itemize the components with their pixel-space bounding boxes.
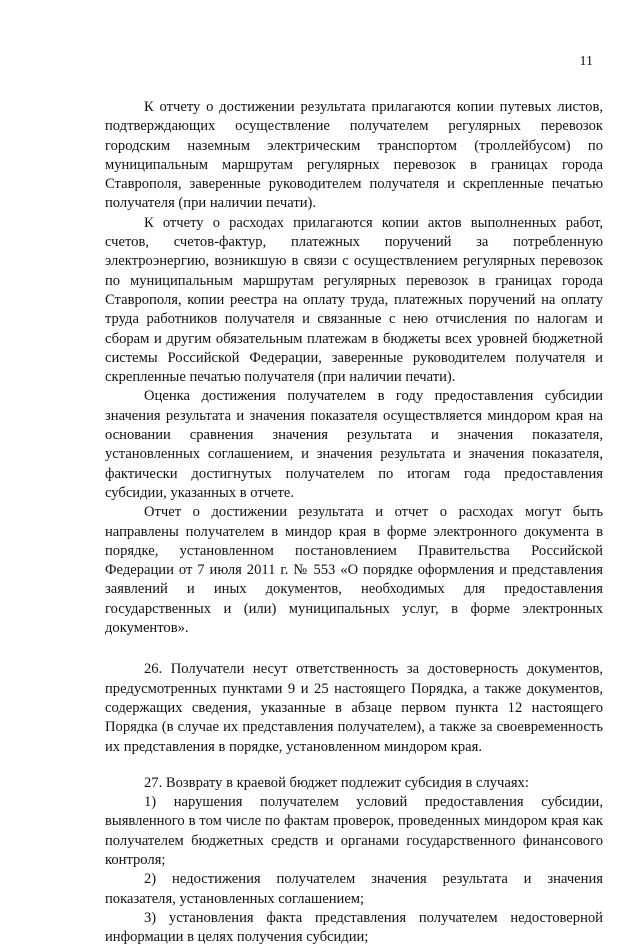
paragraph-trip-sheets: К отчету о достижении результата прилагаются копии путевых листов, подтверждающих осуществление получателем регулярных перевозок городским наземным электрическим транспортом (троллейбусом) по муниципальным маршрутам регулярных перевозок в границах города Ставрополя, заверенные руководителем получателя и скрепленные печатью получателя (при наличии печати). bbox=[105, 99, 603, 212]
paragraph-electronic-submission: Отчет о достижении результата и отчет о расходах могут быть направлены получателем в миндор края в форме электронного документа в порядке, установленном постановлением Правительства Российской Федерации от 7 июля 2011 г. № 553 «О порядке оформления и представления заявлений и иных документов, необходимых для предоставления государственных и (или) муниципальных услуг, в форме электронных документов». bbox=[105, 504, 603, 637]
document-body bbox=[105, 98, 603, 947]
paragraph-clause-27: 27. Возврату в краевой бюджет подлежит субсидия в случаях: bbox=[144, 774, 529, 791]
list-item-violation: 1) нарушения получателем условий предоставления субсидии, выявленного в том числе по фактам проверок, проведенных миндором края как получателем бюджетных средств и органами государственного финансового контроля; bbox=[105, 794, 603, 868]
paragraph-clause-26: 26. Получатели несут ответственность за достоверность документов, предусмотренных пунктами 9 и 25 настоящего Порядка, а также документов, содержащих сведения, указанные в абзаце первом пункта 12 настоящего Порядка (в случае их представления получателем), а также за своевременность их представления в порядке, установленном миндором края. bbox=[105, 661, 603, 755]
paragraph-assessment: Оценка достижения получателем в году предоставления субсидии значения результата и значения показателя осуществляется миндором края на основании сравнения значения результата и значения показателя, установленных соглашением, и значения результата и значения показателя, фактически достигнутых получателем по итогам года предоставления субсидии, указанных в отчете. bbox=[105, 388, 603, 501]
page-number: 11 bbox=[579, 54, 593, 69]
list-item-non-achievement: 2) недостижения получателем значения результата и значения показателя, установленных соглашением; bbox=[105, 871, 603, 907]
list-item-false-information: 3) установления факта представления получателем недостоверной информации в целях получения субсидии; bbox=[105, 909, 603, 946]
paragraph-expense-report: К отчету о расходах прилагаются копии актов выполненных работ, счетов, счетов-фактур, платежных поручений за потребленную электроэнергию, возникшую в связи с осуществлением регулярных перевозок по муниципальным маршрутам регулярных перевозок в границах города Ставрополя, копии реестра на оплату труда, платежных поручений на оплату труда работников получателя и связанные с нею отчисления по налогам и сборам и другим обязательным платежам в бюджеты всех уровней бюджетной системы Российской Федерации, заверенные руководителем получателя и скрепленные печатью получателя (при наличии печати). bbox=[105, 214, 603, 386]
